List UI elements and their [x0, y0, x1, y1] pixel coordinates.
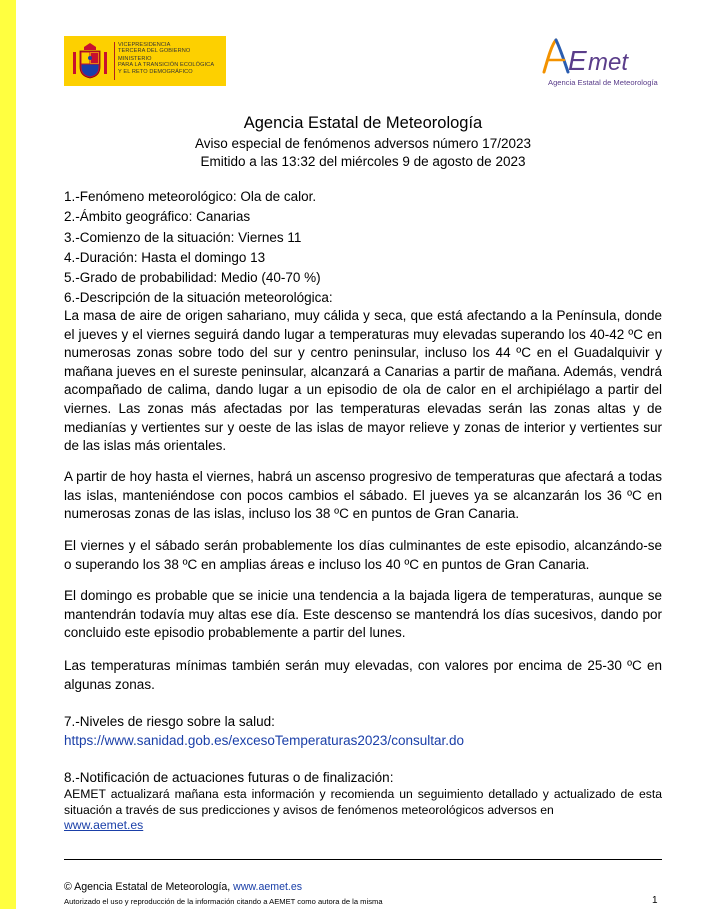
footer-aemet-link[interactable]: www.aemet.es [233, 881, 303, 893]
footer-authorization: Autorizado el uso y reproducción de la información citando a AEMET como autora de la misma [64, 897, 383, 906]
page-number: 1 [652, 895, 658, 906]
description-paragraph: A partir de hoy hasta el viernes, habrá un ascenso progresivo de temperaturas que afectará a todas las islas, manteniéndose con pocos cambios el sábado. El jueves ya se alcanzarán los 36 ºC en numerosas zonas de las islas, incluso los 38 ºC en puntos de Gran Canaria. [64, 469, 662, 522]
description-paragraph: El viernes y el sábado serán probablemente los días culminantes de este episodio, alcanzándo-se o superando los 38 ºC en amplias áreas e incluso los 40 ºC en puntos de Gran Canaria. [64, 538, 662, 572]
footer-divider [64, 859, 662, 860]
item-description-heading: 6.-Descripción de la situación meteorológica: [64, 290, 333, 305]
svg-text:E: E [568, 45, 587, 76]
description-paragraph: El domingo es probable que se inicie una tendencia a la bajada ligera de temperaturas, aunque se mantendrán todavía muy altas ese día. Este descenso se mantendrá los días sucesivos, dando por concluido este episodio probablemente a partir del lunes. [64, 588, 662, 641]
aemet-website-link[interactable]: www.aemet.es [64, 818, 144, 833]
aemet-wordmark-icon [538, 34, 670, 78]
warning-subtitle: Aviso especial de fenómenos adversos número 17/2023 [195, 136, 531, 151]
aemet-logo-subtitle: Agencia Estatal de Meteorología [548, 78, 658, 87]
spanish-coat-of-arms-icon [70, 41, 110, 81]
gov-logo-vicepresidency: VICEPRESIDENCIA TERCERA DEL GOBIERNO [118, 42, 191, 55]
agency-title: Agencia Estatal de Meteorología [243, 114, 483, 132]
health-heading: 7.-Niveles de riesgo sobre la salud: [64, 714, 275, 729]
government-logo [64, 36, 226, 86]
left-margin-bar [0, 0, 16, 909]
svg-text:met: met [588, 49, 629, 76]
gov-logo-ministry: MINISTERIO PARA LA TRANSICIÓN ECOLÓGICA Y EL RETO DEMOGRÁFICO [118, 56, 215, 75]
aemet-logo [538, 34, 670, 92]
health-link-wrapper [64, 733, 464, 748]
item-start: 3.-Comienzo de la situación: Viernes 11 [64, 230, 302, 245]
description-paragraph: Las temperaturas mínimas también serán muy elevadas, con valores por encima de 25-30 ºC en algunas zonas. [64, 658, 662, 692]
item-scope: 2.-Ámbito geográfico: Canarias [64, 209, 251, 224]
item-probability: 5.-Grado de probabilidad: Medio (40-70 %) [64, 270, 321, 285]
description-paragraph: La masa de aire de origen sahariano, muy cálida y seca, que está afectando a la Península, donde el jueves y el viernes seguirá dando lugar a temperaturas muy elevadas superando los 40-42 ºC en numerosas zonas sobre todo del sur y centro peninsular, incluso los 44 ºC en el Guadalquivir y mañana jueves en el sureste peninsular, alcanzará a Canarias a partir de mañana. Además, vendrá acompañado de calima, dando lugar a un episodio de ola de calor en el archipiélago a partir del viernes. Las zonas más afectadas por las temperaturas elevadas serán las zonas altas y de medianías y vertientes sur y oeste de las islas de mayor relieve y zonas de interior y vertientes sur de las islas más orientales. [64, 308, 662, 454]
notification-text: AEMET actualizará mañana esta información y recomienda un seguimiento detallado y actualizado de esta situación a través de sus predicciones y avisos de fenómenos meteorológicos adversos en www.aemet.es [64, 787, 662, 833]
item-phenomenon: 1.-Fenómeno meteorológico: Ola de calor. [64, 189, 317, 204]
notification-heading: 8.-Notificación de actuaciones futuras o de finalización: [64, 770, 394, 785]
item-duration: 4.-Duración: Hasta el domingo 13 [64, 250, 266, 265]
issued-datetime: Emitido a las 13:32 del miércoles 9 de agosto de 2023 [200, 154, 526, 169]
footer-copyright: © Agencia Estatal de Meteorología, www.aemet.es [64, 881, 303, 893]
logo-divider [114, 42, 115, 80]
health-risk-link[interactable]: https://www.sanidad.gob.es/excesoTemperaturas2023/consultar.do [64, 733, 464, 748]
